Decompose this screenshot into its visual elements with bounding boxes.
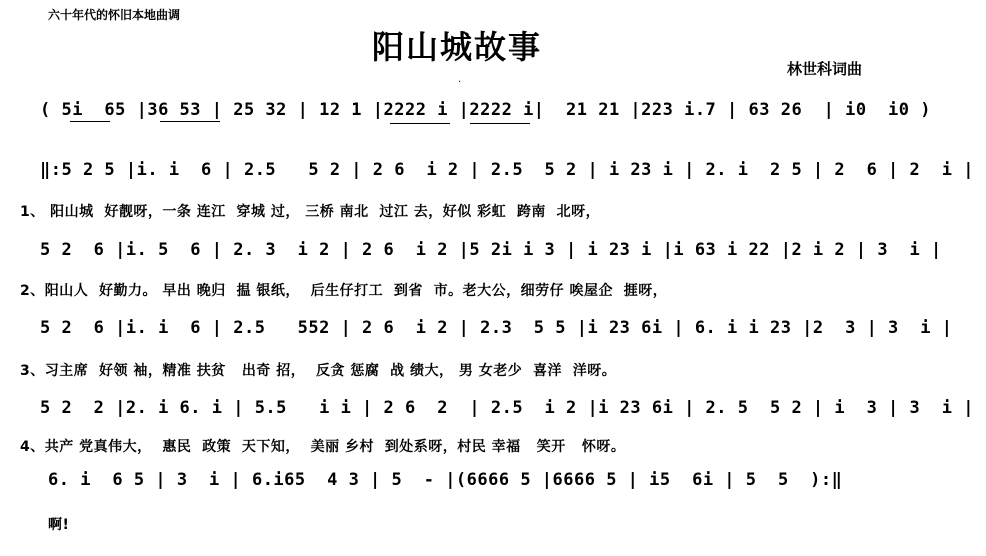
lyric-line-4: 4、共产 党真伟大， 惠民 政策 天下知， 美丽 乡村 到处系呀，村民 幸福 笑开 怀呀。 xyxy=(20,439,626,455)
notation-line-5: 6. i 6 5 | 3 i | 6.i65 4 3 | 5 - |(6666 5 |6666 5 | i5 6i | 5 5 ):‖ xyxy=(48,470,843,490)
composer-credit: 林世科词曲 xyxy=(787,60,863,78)
lyric-line-5: 啊! xyxy=(48,517,70,533)
lyric-line-1: 1、 阳山城 好靓呀，一条 连江 穿城 过， 三桥 南北 过江 去，好似 彩虹 跨南 北呀， xyxy=(20,204,601,220)
notation-line-4: 5 2 2 |2. i 6. i | 5.5 i i | 2 6 2 | 2.5 i 2 |i 23 6i | 2. 5 5 2 | i 3 | 3 i | xyxy=(40,398,974,418)
title-dot: . xyxy=(458,74,462,85)
page-title: 阳山城故事 xyxy=(372,28,543,66)
beam-line xyxy=(390,123,450,124)
beam-line xyxy=(160,121,220,122)
notation-line-3: 5 2 6 |i. i 6 | 2.5 552 | 2 6 i 2 | 2.3 5 5 |i 23 6i | 6. i i 23 |2 3 | 3 i | xyxy=(40,318,953,338)
notation-line-1: ‖:5 2 5 |i. i 6 | 2.5 5 2 | 2 6 i 2 | 2.5 5 2 | i 23 i | 2. i 2 5 | 2 6 | 2 i | xyxy=(40,160,974,180)
beam-line xyxy=(470,123,530,124)
lyric-line-3: 3、习主席 好领 袖，精准 扶贫 出奇 招， 反贪 惩腐 战 绩大， 男 女老少 喜洋 洋呀。 xyxy=(20,363,617,379)
intro-notation: ( 5i 65 |36 53 | 25 32 | 12 1 |2222 i |2222 i| 21 21 |223 i.7 | 63 26 | i0 i0 ) xyxy=(40,100,931,120)
header-subtitle: 六十年代的怀旧本地曲调 xyxy=(48,8,181,22)
beam-line xyxy=(70,121,110,122)
lyric-line-2: 2、阳山人 好勤力。 早出 晚归 揾 银纸， 后生仔打工 到省 市。老大公，细劳仔 唉屋企 捱呀， xyxy=(20,283,668,299)
notation-line-2: 5 2 6 |i. 5 6 | 2. 3 i 2 | 2 6 i 2 |5 2i i 3 | i 23 i |i 63 i 22 |2 i 2 | 3 i | xyxy=(40,240,942,260)
